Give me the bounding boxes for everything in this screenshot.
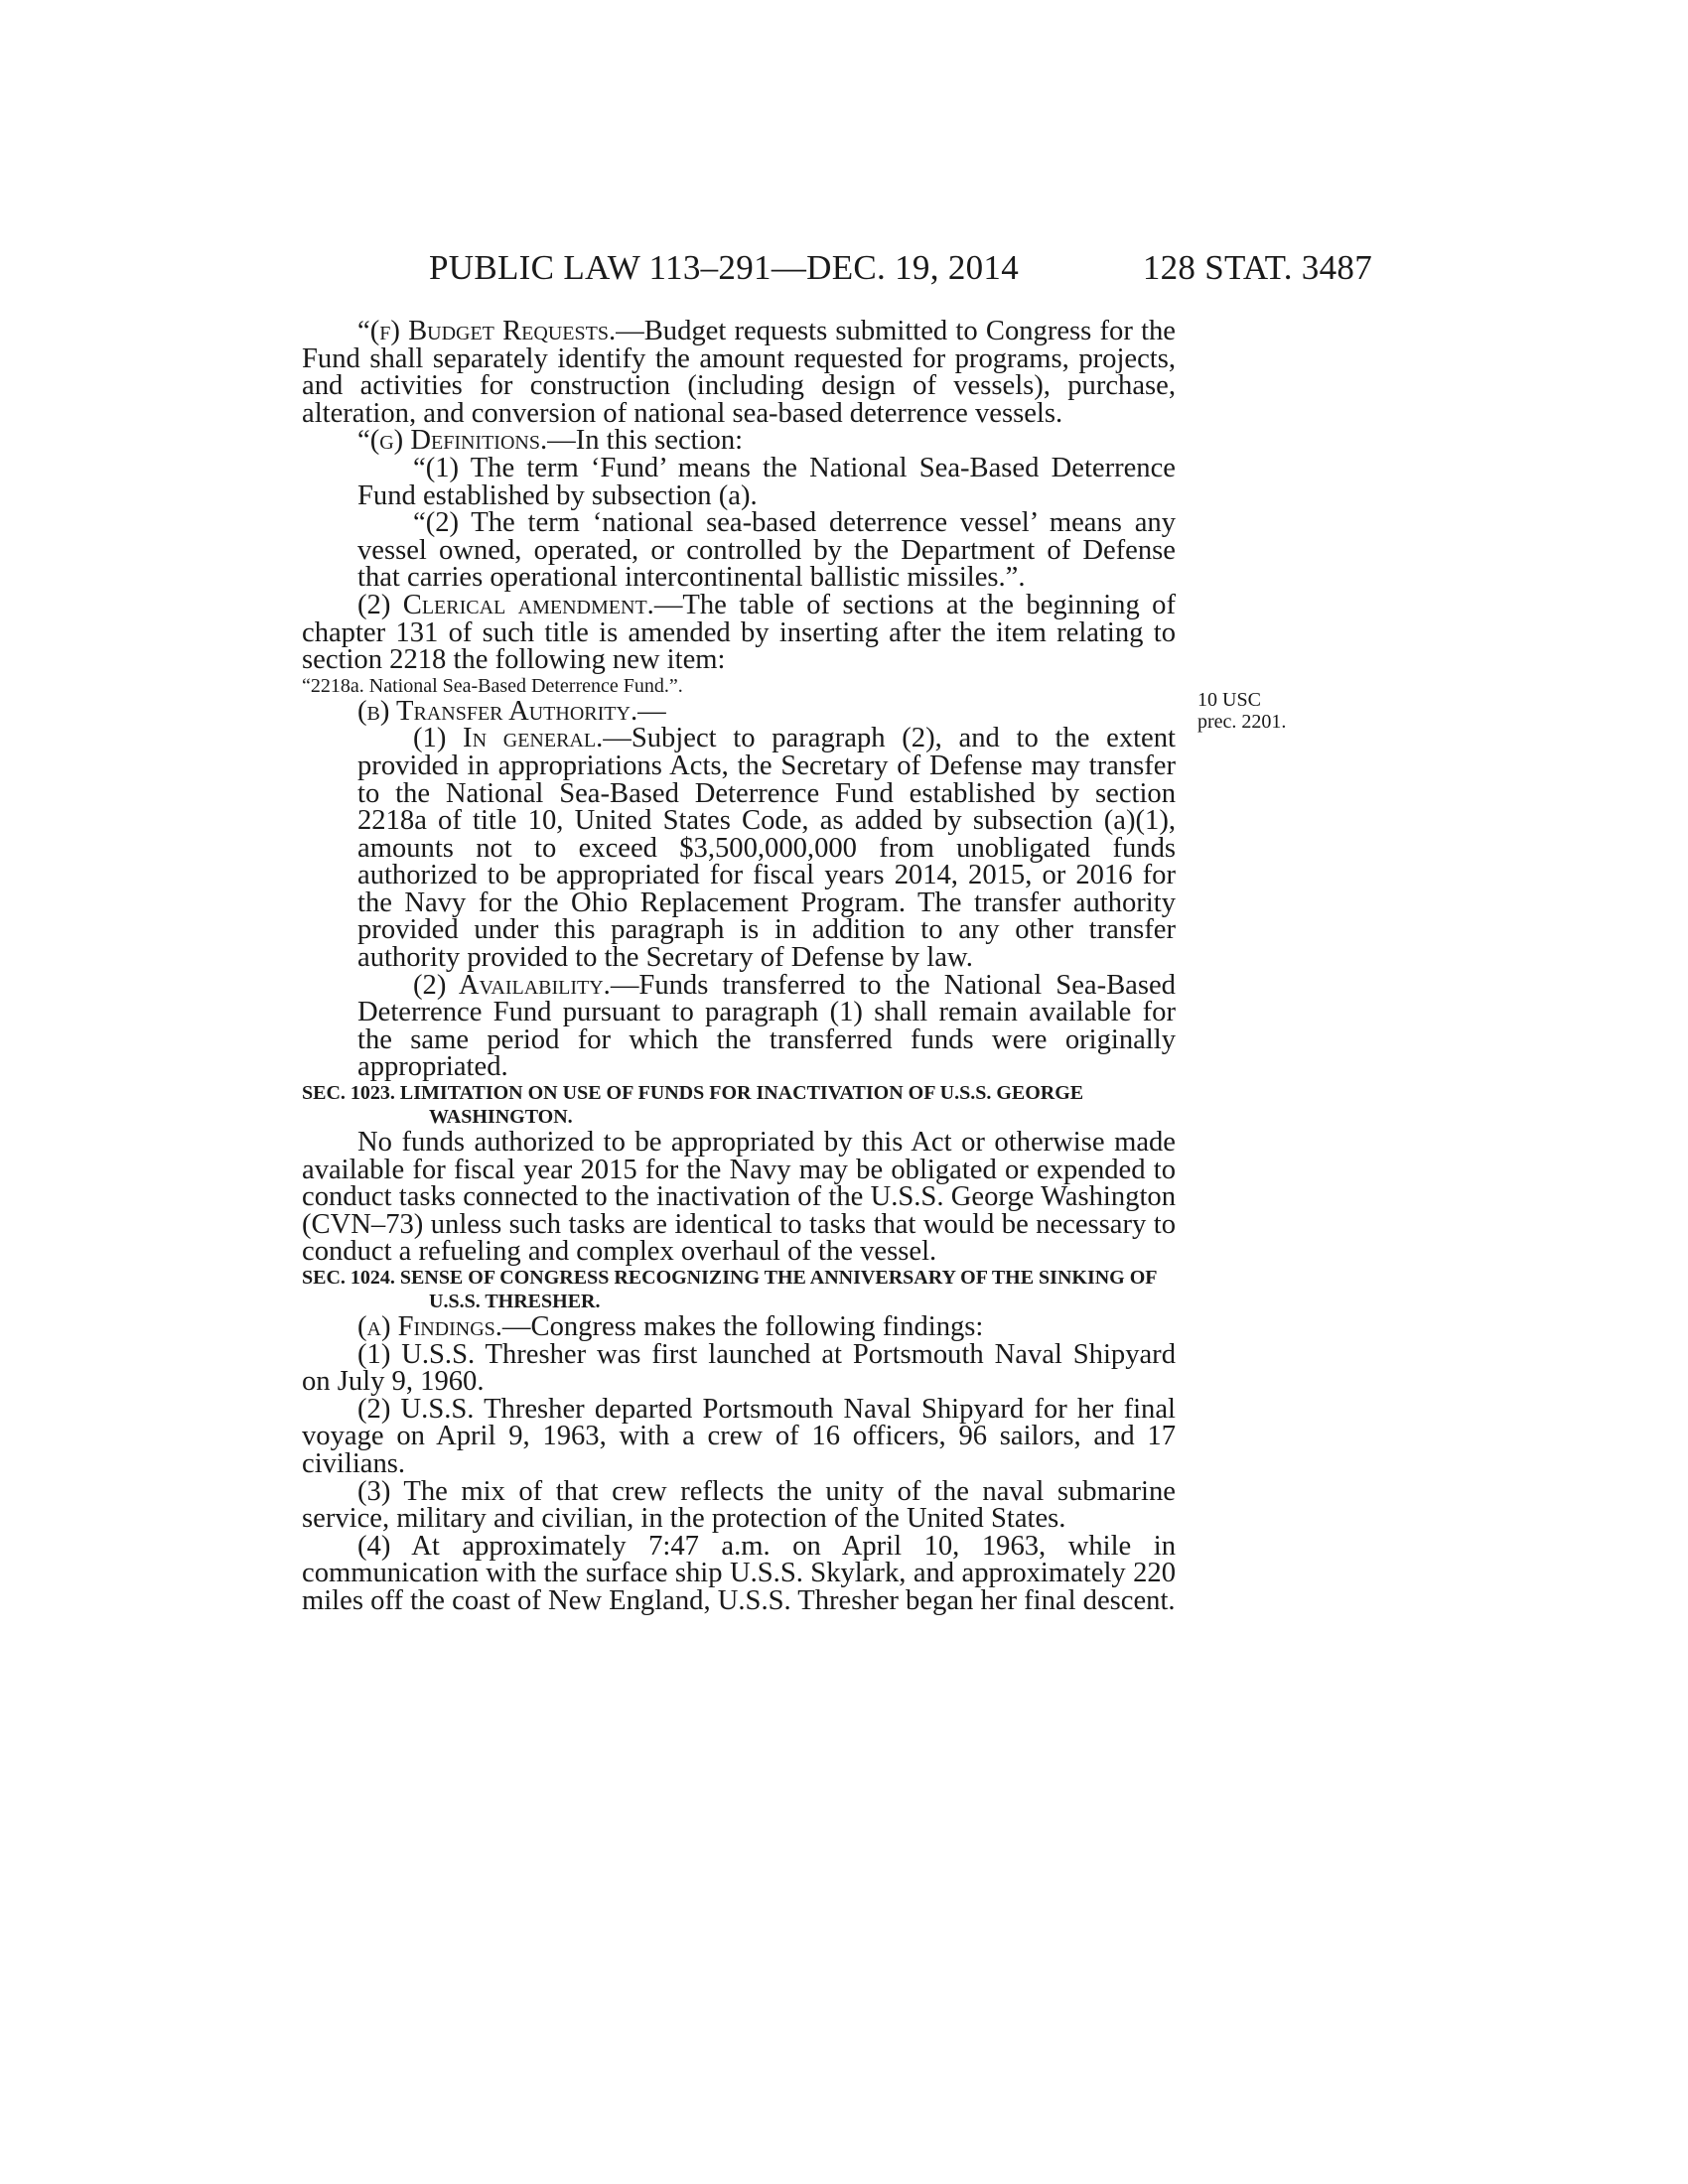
finding-4: (4) At approximately 7:47 a.m. on April 10, 1963, while in communication with the surface ship U.S.S. Skylark, and approximately 220 miles off the coast of New England, U.S.S. Thresher began her final descent. — [302, 1530, 1176, 1616]
subsection-g — [302, 427, 1176, 455]
subsection-g-heading: “(g) Definitions. — [357, 425, 548, 457]
section-1023-heading — [302, 1081, 1176, 1129]
subsection-f — [302, 318, 1176, 427]
section-1023-title: LIMITATION ON USE OF FUNDS FOR INACTIVATION OF U.S.S. GEORGE WASHINGTON. — [399, 1082, 1084, 1129]
section-1024-heading — [302, 1266, 1176, 1313]
subsection-f-text: —Budget requests submitted to Congress for the Fund shall separately identify the amount requested for programs, projects, and activities for construction (including design of vessels), purchase, alteration, and conversion of national sea-based deterrence vessels. — [302, 316, 1176, 429]
section-1024-number: SEC. 1024. — [302, 1267, 395, 1289]
findings-subsection — [302, 1313, 1176, 1341]
document-body — [302, 318, 1176, 1615]
margin-note-usc: 10 USC prec. 2201. — [1197, 689, 1287, 733]
table-of-sections-item: “2218a. National Sea-Based Deterrence Fund.”. — [302, 674, 683, 697]
running-header-citation: PUBLIC LAW 113–291—DEC. 19, 2014 — [429, 248, 1020, 287]
section-1024-title: SENSE OF CONGRESS RECOGNIZING THE ANNIVERSARY OF THE SINKING OF U.S.S. THRESHER. — [399, 1267, 1157, 1312]
paragraph-b2 — [302, 969, 1176, 1083]
definition-1: “(1) The term ‘Fund’ means the National Sea-Based Deterrence Fund established by subsection (a). — [357, 452, 1176, 511]
subsection-b — [302, 695, 1176, 727]
finding-2: (2) U.S.S. Thresher departed Portsmouth Naval Shipyard for her final voyage on April 9, 1963, with a crew of 16 officers, 96 sailors, and 17 civilians. — [302, 1393, 1176, 1479]
definition-2: “(2) The term ‘national sea-based deterrence vessel’ means any vessel owned, operated, or controlled by the Department of Defense that carries operational intercontinental ballistic missiles.”. — [357, 507, 1176, 594]
clerical-amendment-heading: (2) Clerical amendment. — [357, 589, 654, 620]
subsection-b-heading: (b) Transfer Authority. — [357, 695, 638, 727]
finding-1: (1) U.S.S. Thresher was first launched at Portsmouth Naval Shipyard on July 9, 1960. — [302, 1338, 1176, 1398]
finding-3: (3) The mix of that crew reflects the unity of the naval submarine service, military and civilian, in the protection of the United States. — [302, 1475, 1176, 1535]
findings-text: —Congress makes the following findings: — [501, 1311, 984, 1342]
paragraph-b2-text: —Funds transferred to the National Sea-Based Deterrence Fund pursuant to paragraph (1) shall remain available for the same period for which the transferred funds were originally appropriated. — [357, 969, 1176, 1083]
paragraph-b2-heading: (2) Availability. — [413, 969, 611, 1001]
paragraph-b1-heading: (1) In general. — [413, 723, 604, 754]
subsection-g-text: —In this section: — [547, 425, 744, 457]
clerical-amendment-text: —The table of sections at the beginning of chapter 131 of such title is amended by inserting after the item relating to section 2218 the following new item: — [302, 589, 1176, 676]
running-header-page-number: 128 STAT. 3487 — [1142, 248, 1372, 287]
section-1023-text: No funds authorized to be appropriated by this Act or otherwise made available for fiscal year 2015 for the Navy may be obligated or expended to conduct tasks connected to the inactivation of the U.S.S. George Washington (CVN–73) unless such tasks are identical to tasks that would be necessary to conduct a refueling and complex overhaul of the vessel. — [302, 1127, 1176, 1268]
findings-heading: (a) Findings. — [357, 1311, 502, 1342]
subsection-b-dash: — — [637, 695, 666, 727]
section-1023-number: SEC. 1023. — [302, 1082, 395, 1105]
subsection-f-heading: “(f) Budget Requests. — [357, 316, 617, 346]
clerical-amendment — [302, 589, 1176, 676]
paragraph-b1-text: —Subject to paragraph (2), and to the extent provided in appropriations Acts, the Secretary of Defense may transfer to the National Sea-Based Deterrence Fund established by section 2218a of title 10, United States Code, as added by subsection (a)(1), amounts not to exceed $3,500,000,000 from unobligated funds authorized to be appropriated for fiscal years 2014, 2015, or 2016 for the Navy for the Ohio Replacement Program. The transfer authority provided under this paragraph is in addition to any other transfer authority provided to the Secretary of Defense by law. — [357, 723, 1176, 974]
paragraph-b1 — [302, 723, 1176, 974]
